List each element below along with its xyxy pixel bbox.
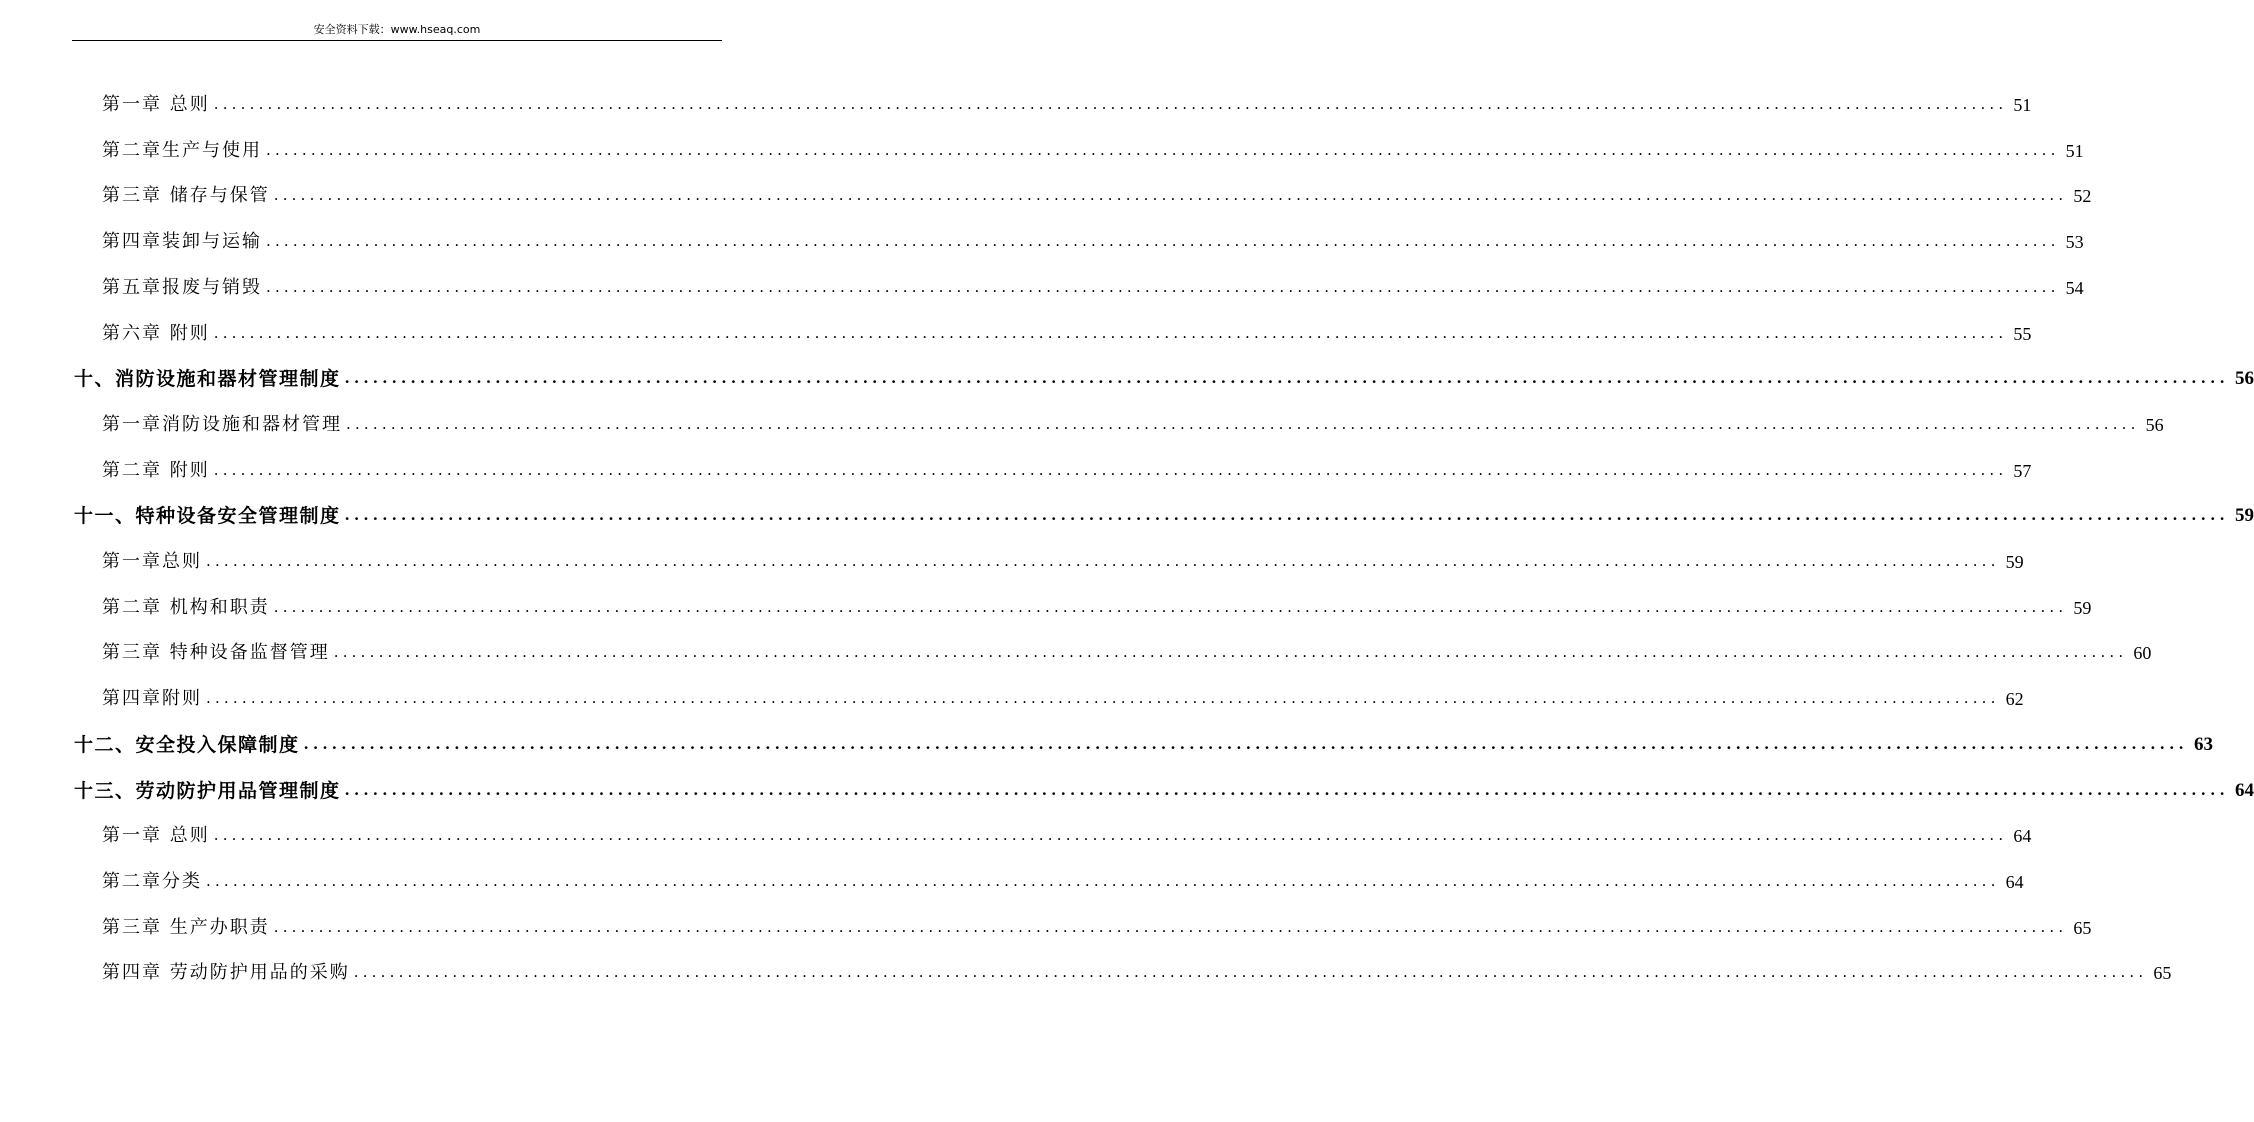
toc-entry-page: 59: [2005, 552, 2024, 572]
toc-entry-label: 第四章 劳动防护用品的采购: [102, 962, 350, 984]
toc-entry[interactable]: [102, 681, 2024, 711]
toc-entry[interactable]: [102, 635, 2152, 665]
toc-entry-label: 十一、特种设备安全管理制度: [74, 505, 341, 528]
toc-entry-label: 第三章 储存与保管: [102, 185, 270, 207]
toc-entry-page: 54: [2065, 277, 2084, 298]
toc-entry[interactable]: [74, 727, 2213, 757]
toc-entry-label: 十二、安全投入保障制度: [74, 733, 300, 756]
toc-dot-leader: ........................................................................................................................................................................................................: [353, 963, 2148, 982]
toc-entry-page: 57: [2013, 460, 2032, 481]
toc-dot-leader: ........................................................................................................................................................................................................: [346, 414, 2140, 433]
toc-dot-leader: ........................................................................................................................................................................................................: [213, 460, 2008, 479]
toc-entry[interactable]: [102, 818, 2032, 848]
toc-dot-leader: ........................................................................................................................................................................................................: [206, 552, 2000, 570]
toc-entry-label: 第三章 特种设备监督管理: [102, 642, 330, 664]
toc-entry-page: 59: [2234, 505, 2254, 527]
toc-dot-leader: ........................................................................................................................................................................................................: [213, 95, 2008, 113]
toc-entry[interactable]: [74, 773, 2254, 803]
toc-entry-label: 第四章装卸与运输: [102, 231, 262, 253]
toc-dot-leader: ........................................................................................................................................................................................................: [266, 140, 2060, 159]
toc-entry[interactable]: [74, 361, 2254, 391]
toc-entry-page: 55: [2013, 323, 2032, 344]
toc-entry-label: 第一章 总则: [102, 825, 210, 847]
toc-entry-page: 62: [2005, 689, 2024, 710]
toc-dot-leader: ........................................................................................................................................................................................................: [273, 186, 2068, 205]
toc-entry[interactable]: [102, 178, 2092, 208]
toc-dot-leader: ........................................................................................................................................................................................................: [273, 597, 2068, 616]
toc-entry-page: 59: [2073, 597, 2092, 618]
toc-dot-leader: ........................................................................................................................................................................................................: [273, 917, 2068, 936]
toc-entry[interactable]: [102, 407, 2164, 437]
toc-entry-label: 第二章生产与使用: [102, 139, 262, 161]
page-header: [72, 22, 722, 41]
toc-dot-leader: ........................................................................................................................................................................................................: [266, 232, 2060, 251]
toc-dot-leader: ........................................................................................................................................................................................................: [206, 689, 2000, 708]
header-text: 安全资料下载：www.hseaq.com: [313, 23, 481, 36]
toc-entry-label: 第二章 附则: [102, 459, 210, 481]
toc-entry-page: 64: [2005, 871, 2024, 892]
toc-entry[interactable]: [102, 316, 2032, 346]
toc-entry-label: 第一章消防设施和器材管理: [102, 413, 342, 435]
toc-entry-page: 64: [2013, 826, 2032, 847]
toc-dot-leader: ........................................................................................................................................................................................................: [266, 277, 2060, 296]
toc-entry-page: 56: [2234, 368, 2254, 390]
toc-entry-label: 第六章 附则: [102, 322, 210, 344]
toc-entry-label: 第三章 生产办职责: [102, 916, 270, 938]
toc-dot-leader: ........................................................................................................................................................................................................: [213, 323, 2008, 342]
toc-entry-label: 第四章附则: [102, 688, 202, 710]
toc-entry[interactable]: [102, 224, 2084, 254]
toc-entry-label: 第五章报废与销毁: [102, 276, 262, 298]
toc-dot-leader: ........................................................................................................................................................................................................: [206, 871, 2000, 890]
toc-dot-leader: ........................................................................................................................................................................................................: [344, 780, 2229, 799]
toc-entry[interactable]: [102, 955, 2172, 985]
toc-entry[interactable]: [102, 453, 2032, 483]
toc-entry[interactable]: [74, 498, 2254, 528]
toc-entry-page: 65: [2153, 963, 2172, 984]
toc-entry[interactable]: [102, 270, 2084, 300]
toc-entry[interactable]: [102, 87, 2032, 117]
toc-entry-page: 63: [2193, 733, 2213, 755]
toc-entry-page: 53: [2065, 232, 2084, 253]
toc-entry-page: 65: [2073, 917, 2092, 938]
toc-entry-label: 第一章总则: [102, 551, 202, 572]
toc-dot-leader: ........................................................................................................................................................................................................: [213, 826, 2008, 845]
toc-entry-label: 第二章 机构和职责: [102, 596, 270, 618]
toc-entry-label: 十、消防设施和器材管理制度: [74, 368, 341, 391]
toc-dot-leader: ........................................................................................................................................................................................................: [303, 734, 2188, 753]
toc-entry[interactable]: [102, 544, 2024, 574]
toc-entry-page: 51: [2013, 95, 2032, 115]
toc-entry-page: 56: [2145, 414, 2164, 435]
toc-entry-label: 第二章分类: [102, 870, 202, 892]
toc-dot-leader: ........................................................................................................................................................................................................: [333, 643, 2128, 662]
toc-entry[interactable]: [102, 864, 2024, 894]
toc-entry-label: 第一章 总则: [102, 94, 210, 115]
toc-entry-page: 51: [2065, 140, 2084, 161]
toc-entry[interactable]: [102, 133, 2084, 163]
toc-entry-label: 十三、劳动防护用品管理制度: [74, 779, 341, 802]
toc-entry[interactable]: [102, 910, 2092, 940]
toc-dot-leader: ........................................................................................................................................................................................................: [344, 506, 2229, 525]
toc-entry-page: 52: [2073, 186, 2092, 207]
toc-entry[interactable]: [102, 590, 2092, 620]
toc-dot-leader: ........................................................................................................................................................................................................: [344, 369, 2229, 388]
toc-entry-page: 60: [2133, 643, 2152, 664]
toc-entry-page: 64: [2234, 779, 2254, 801]
